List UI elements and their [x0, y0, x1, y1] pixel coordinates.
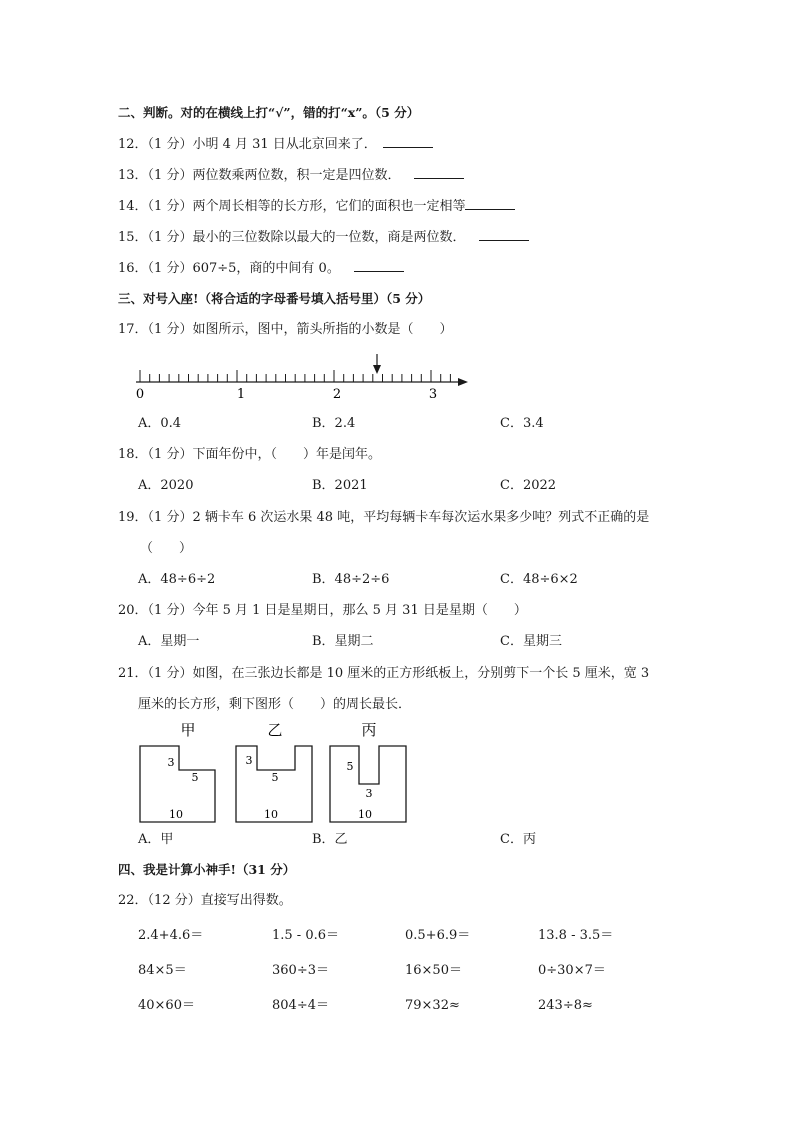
figure-yi-label-side: 10 — [264, 808, 278, 821]
answer-blank-13[interactable] — [414, 167, 464, 179]
option-18-a[interactable]: A．2020 — [138, 478, 194, 493]
option-21-c[interactable]: C．丙 — [500, 832, 536, 847]
number-line-label-2: 2 — [332, 387, 342, 400]
figure-jia-name: 甲 — [180, 721, 196, 739]
figure-bing — [328, 718, 410, 826]
calc-item: 84×5＝ — [138, 963, 187, 978]
calc-item: 804÷4＝ — [272, 998, 329, 1013]
figure-bing-name: 丙 — [361, 721, 377, 739]
question-21-line-2: 厘米的长方形，剩下图形（ ）的周长最长． — [138, 697, 412, 712]
calc-item: 2.4+4.6＝ — [138, 928, 204, 943]
calc-item: 16×50＝ — [405, 963, 462, 978]
option-19-c[interactable]: C．48÷6×2 — [500, 572, 578, 587]
question-19-line-1: 19．（1 分）2 辆卡车 6 次运水果 48 吨，平均每辆卡车每次运水果多少吨？列式不正确的是 — [118, 510, 650, 525]
question-15 — [118, 229, 529, 246]
question-20: 20．（1 分）今年 5 月 1 日是星期日，那么 5 月 31 日是星期（ ） — [118, 603, 527, 618]
section-3-title: 三、对号入座!（将合适的字母番号填入括号里）（5 分） — [118, 291, 431, 306]
answer-blank-16[interactable] — [354, 260, 404, 272]
calc-item: 1.5 - 0.6＝ — [272, 928, 340, 943]
question-16-text: 16．（1 分）607÷5，商的中间有 0。 — [118, 261, 340, 276]
calc-item: 13.8 - 3.5＝ — [538, 928, 614, 943]
answer-blank-12[interactable] — [383, 136, 433, 148]
question-19-line-2: （ ） — [140, 541, 193, 556]
number-line-ticks — [140, 370, 450, 382]
calc-item: 360÷3＝ — [272, 963, 329, 978]
section-4-title: 四、我是计算小神手!（31 分） — [118, 862, 296, 877]
figure-jia — [138, 718, 218, 826]
number-line-label-3: 3 — [428, 387, 438, 400]
number-line — [130, 350, 475, 400]
figure-bing-label-width: 3 — [365, 787, 373, 800]
option-17-b[interactable]: B．2.4 — [312, 416, 356, 431]
calc-item: 40×60＝ — [138, 998, 195, 1013]
figure-yi-label-width: 3 — [245, 754, 253, 767]
question-13-text: 13．（1 分）两位数乘两位数，积一定是四位数． — [118, 168, 401, 183]
option-17-a[interactable]: A．0.4 — [138, 416, 182, 431]
number-line-arrowhead — [458, 378, 468, 386]
calc-item: 0.5+6.9＝ — [405, 928, 471, 943]
answer-blank-14[interactable] — [465, 198, 515, 210]
question-21-line-1: 21．（1 分）如图，在三张边长都是 10 厘米的正方形纸板上，分别剪下一个长 5 厘米，宽 3 — [118, 666, 650, 681]
calc-item: 79×32≈ — [405, 998, 460, 1013]
option-18-c[interactable]: C．2022 — [500, 478, 557, 493]
figure-yi-label-length: 5 — [271, 771, 279, 784]
option-21-a[interactable]: A．甲 — [138, 832, 174, 847]
number-line-label-0: 0 — [135, 387, 145, 400]
calc-item: 243÷8≈ — [538, 998, 593, 1013]
figure-yi — [234, 718, 316, 826]
question-12-text: 12．（1 分）小明 4 月 31 日从北京回来了． — [118, 137, 377, 152]
option-19-b[interactable]: B．48÷2÷6 — [312, 572, 390, 587]
pointer-arrow-icon — [373, 365, 381, 374]
figure-jia-label-side: 10 — [169, 808, 183, 821]
figure-bing-label-side: 10 — [358, 808, 372, 821]
option-20-b[interactable]: B．星期二 — [312, 634, 374, 649]
question-17: 17．（1 分）如图所示，图中，箭头所指的小数是（ ） — [118, 322, 453, 337]
calc-item: 0÷30×7＝ — [538, 963, 606, 978]
figure-jia-label-length: 5 — [191, 771, 199, 784]
figure-yi-name: 乙 — [267, 721, 283, 739]
question-16 — [118, 260, 404, 277]
option-18-b[interactable]: B．2021 — [312, 478, 368, 493]
option-17-c[interactable]: C．3.4 — [500, 416, 544, 431]
question-22: 22．（12 分）直接写出得数。 — [118, 893, 292, 908]
question-14 — [118, 198, 515, 215]
option-20-a[interactable]: A．星期一 — [138, 634, 200, 649]
figure-bing-label-length: 5 — [346, 760, 354, 773]
question-13 — [118, 167, 464, 184]
number-line-label-1: 1 — [236, 387, 246, 400]
option-20-c[interactable]: C．星期三 — [500, 634, 562, 649]
question-12 — [118, 136, 433, 153]
question-14-text: 14．（1 分）两个周长相等的长方形，它们的面积也一定相等 — [118, 199, 466, 214]
question-18: 18．（1 分）下面年份中，（ ）年是闰年。 — [118, 447, 381, 462]
figure-jia-label-width: 3 — [167, 756, 175, 769]
question-15-text: 15．（1 分）最小的三位数除以最大的一位数，商是两位数． — [118, 230, 466, 245]
section-2-title: 二、判断。对的在横线上打“√”，错的打“x”。（5 分） — [118, 105, 420, 120]
option-21-b[interactable]: B．乙 — [312, 832, 348, 847]
option-19-a[interactable]: A．48÷6÷2 — [138, 572, 216, 587]
answer-blank-15[interactable] — [479, 229, 529, 241]
